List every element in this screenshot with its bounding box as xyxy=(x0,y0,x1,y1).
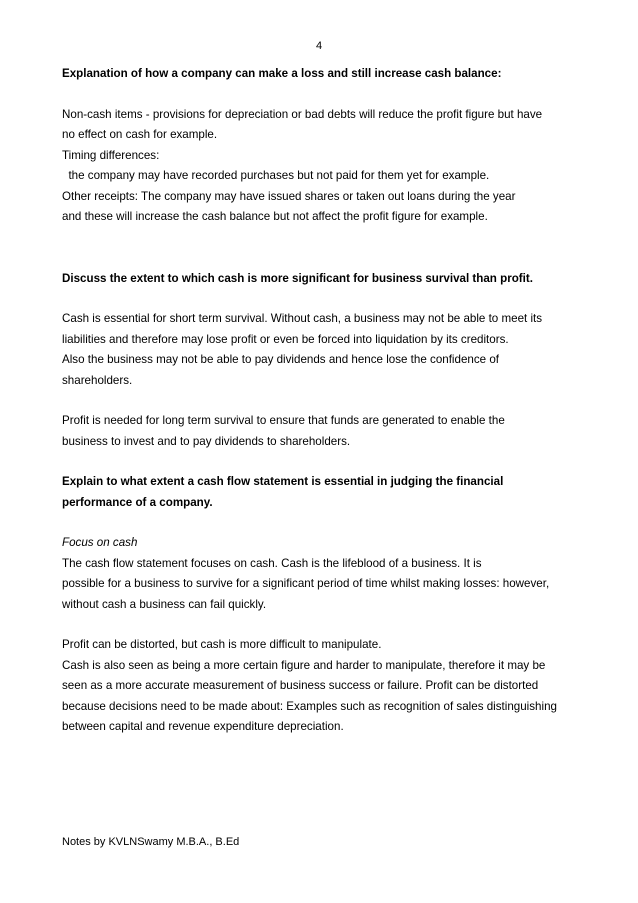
page-number: 4 xyxy=(315,40,323,52)
text-line: because decisions need to be made about: Examples such as recognition of sales distinguishing xyxy=(62,699,557,713)
text-line: liabilities and therefore may lose profit or even be forced into liquidation by its creditors. xyxy=(62,332,509,346)
text-line: and these will increase the cash balance but not affect the profit figure for example. xyxy=(62,210,488,223)
text-line: seen as a more accurate measurement of business success or failure. Profit can be distorted xyxy=(62,679,539,692)
text-line: Profit can be distorted, but cash is more difficult to manipulate. xyxy=(62,638,382,651)
text-line: Also the business may not be able to pay dividends and hence lose the confidence of xyxy=(62,353,499,366)
section-3-subheading: Focus on cash xyxy=(62,536,138,549)
section-2-heading: Discuss the extent to which cash is more significant for business survival than profit. xyxy=(62,271,533,285)
text-line: Cash is also seen as being a more certain figure and harder to manipulate, therefore it may be xyxy=(62,658,546,672)
section-1-heading: Explanation of how a company can make a loss and still increase cash balance: xyxy=(62,67,502,80)
text-line: The cash flow statement focuses on cash. Cash is the lifeblood of a business. It is xyxy=(62,556,482,570)
footer-note: Notes by KVLNSwamy M.B.A., B.Ed xyxy=(62,836,240,848)
text-line: Cash is essential for short term survival. Without cash, a business may not be able to meet its xyxy=(62,312,543,325)
text-line: business to invest and to pay dividends to shareholders. xyxy=(62,434,351,448)
text-line: without cash a business can fail quickly. xyxy=(62,597,267,611)
text-line: no effect on cash for example. xyxy=(62,128,218,141)
text-line: Profit is needed for long term survival to ensure that funds are generated to enable the xyxy=(62,414,505,427)
document-body xyxy=(62,64,582,738)
section-3-heading: Explain to what extent a cash flow statement is essential in judging the financial xyxy=(62,475,504,488)
text-line: Timing differences: xyxy=(62,148,160,162)
section-3-heading-cont: performance of a company. xyxy=(62,495,213,509)
text-line: shareholders. xyxy=(62,373,133,387)
text-line: Other receipts: The company may have issued shares or taken out loans during the year xyxy=(62,189,516,203)
text-line: the company may have recorded purchases but not paid for them yet for example. xyxy=(62,169,490,182)
text-line: between capital and revenue expenditure depreciation. xyxy=(62,720,344,733)
text-line: Non-cash items - provisions for depreciation or bad debts will reduce the profit figure but have xyxy=(62,107,543,121)
text-line: possible for a business to survive for a significant period of time whilst making losses: however, xyxy=(62,577,550,590)
